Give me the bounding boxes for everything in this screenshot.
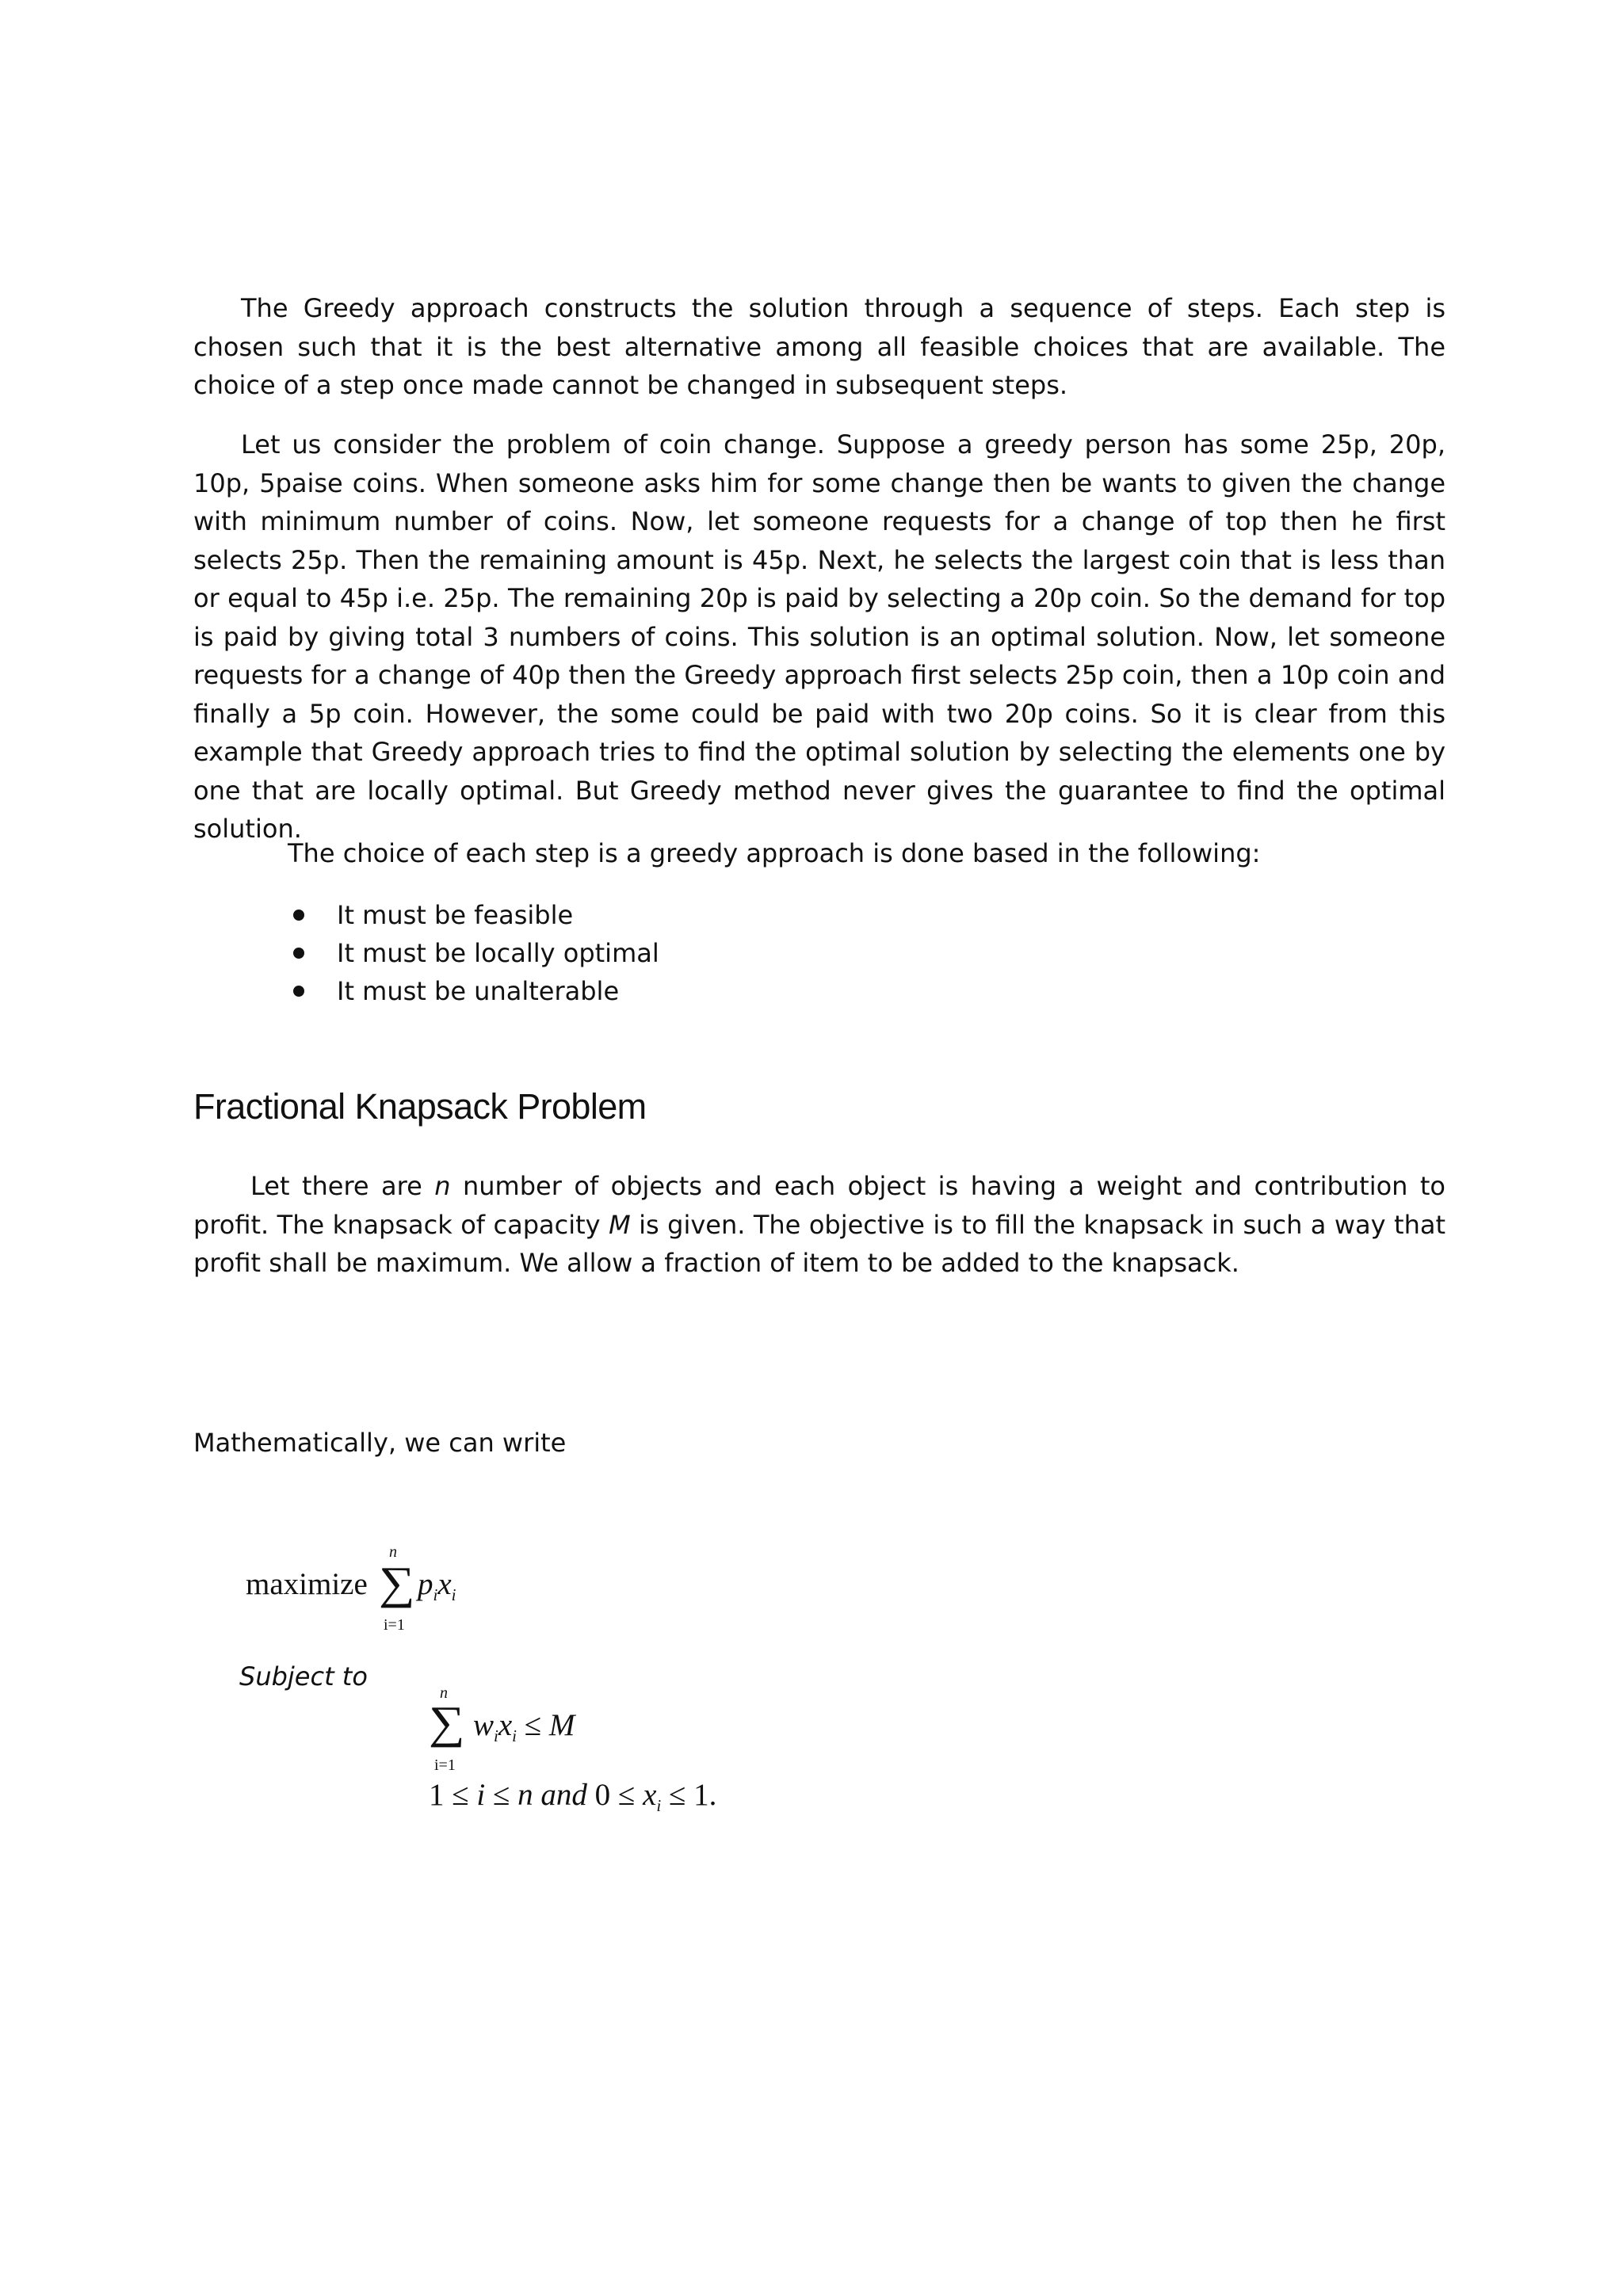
bullet-icon bbox=[293, 986, 304, 997]
objective-term bbox=[418, 1567, 456, 1612]
variable-p: p bbox=[418, 1567, 433, 1601]
coin-change-paragraph: Let us consider the problem of coin change. Suppose a greedy person has some 25p, 20p, 10p, 5paise coins. When someone asks him for some change then be wants to given the change with minimum number of coins. Now, let someone requests for a change of top then he first selects 25p. Then the remaining amount is 45p. Next, he selects the largest coin that is less than or equal to 45p i.e. 25p. The remaining 20p is paid by selecting a 20p coin. So the demand for top is paid by giving total 3 numbers of coins. This solution is an optimal solution. Now, let someone requests for a change of 40p then the Greedy approach first selects 25p coin, then a 10p coin and finally a 5p coin. However, the some could be paid with two 20p coins. So it is clear from this example that Greedy approach tries to find the optimal solution by selecting the elements one by one that are locally optimal. But Greedy method never gives the guarantee to find the optimal solution. bbox=[193, 429, 1445, 844]
variable-x: x bbox=[437, 1567, 452, 1601]
subscript-i: i bbox=[512, 1726, 517, 1745]
sum-lower-limit: i=1 bbox=[384, 1616, 405, 1634]
math-intro-text: Mathematically, we can write bbox=[193, 1428, 567, 1458]
variable-M: M bbox=[609, 1209, 631, 1240]
list-item bbox=[288, 934, 659, 972]
constraint-term bbox=[473, 1708, 575, 1753]
summation-icon: ∑ bbox=[379, 1557, 415, 1608]
upper-bound: ≤ 1. bbox=[661, 1778, 717, 1812]
knapsack-text-part-2: number of objects and each object is having a weight and contribution to profit. The knapsack of capacity bbox=[193, 1171, 1446, 1240]
variable-w: w bbox=[473, 1708, 495, 1742]
subscript-i: i bbox=[494, 1726, 498, 1745]
objective-equation bbox=[246, 1543, 586, 1634]
subscript-i: i bbox=[656, 1796, 662, 1815]
list-item bbox=[288, 972, 659, 1010]
greedy-criteria-list bbox=[288, 896, 659, 1010]
list-item-text: It must be unalterable bbox=[337, 976, 620, 1006]
variable-n: n bbox=[434, 1171, 451, 1201]
knapsack-description-paragraph bbox=[193, 1167, 1445, 1283]
variable-n: n bbox=[517, 1778, 533, 1812]
zero-bound: 0 ≤ bbox=[594, 1778, 643, 1812]
range-constraint-equation bbox=[429, 1778, 716, 1823]
and-word: and bbox=[533, 1778, 595, 1812]
subject-to-label: Subject to bbox=[239, 1661, 368, 1691]
list-item-text: It must be feasible bbox=[337, 900, 574, 930]
knapsack-text-part-3: is given. The objective is to fill the knapsack in such a way that profit shall be maximum. We allow a fraction of item to be added to the knapsack. bbox=[193, 1209, 1446, 1278]
variable-x: x bbox=[643, 1778, 657, 1812]
greedy-intro-paragraph: The Greedy approach constructs the solution through a sequence of steps. Each step is chosen such that it is the best alternative among all feasible choices that are available. The choice of a step once made cannot be changed in subsequent steps. bbox=[193, 293, 1445, 400]
sum-upper-limit: n bbox=[389, 1543, 397, 1561]
list-item-text: It must be locally optimal bbox=[337, 938, 659, 968]
subscript-i: i bbox=[451, 1585, 456, 1604]
variable-x: x bbox=[498, 1708, 513, 1742]
subscript-i: i bbox=[433, 1585, 438, 1604]
variable-i: i bbox=[476, 1778, 486, 1812]
list-item bbox=[288, 896, 659, 934]
sum-upper-limit: n bbox=[440, 1684, 448, 1702]
greedy-choice-sentence: The choice of each step is a greedy approach is done based in the following: bbox=[288, 838, 1261, 868]
range-start: 1 ≤ bbox=[429, 1778, 477, 1812]
less-equal-symbol: ≤ bbox=[485, 1778, 518, 1812]
bullet-icon bbox=[293, 948, 304, 959]
bullet-icon bbox=[293, 910, 304, 921]
variable-M: M bbox=[548, 1708, 575, 1742]
summation-icon: ∑ bbox=[429, 1696, 465, 1748]
sum-lower-limit: i=1 bbox=[434, 1756, 456, 1774]
section-heading: Fractional Knapsack Problem bbox=[193, 1086, 647, 1127]
maximize-word: maximize bbox=[246, 1567, 368, 1601]
capacity-constraint-equation bbox=[429, 1684, 825, 1775]
knapsack-text-part-1: Let there are bbox=[250, 1171, 435, 1201]
less-equal-symbol: ≤ bbox=[517, 1708, 549, 1742]
